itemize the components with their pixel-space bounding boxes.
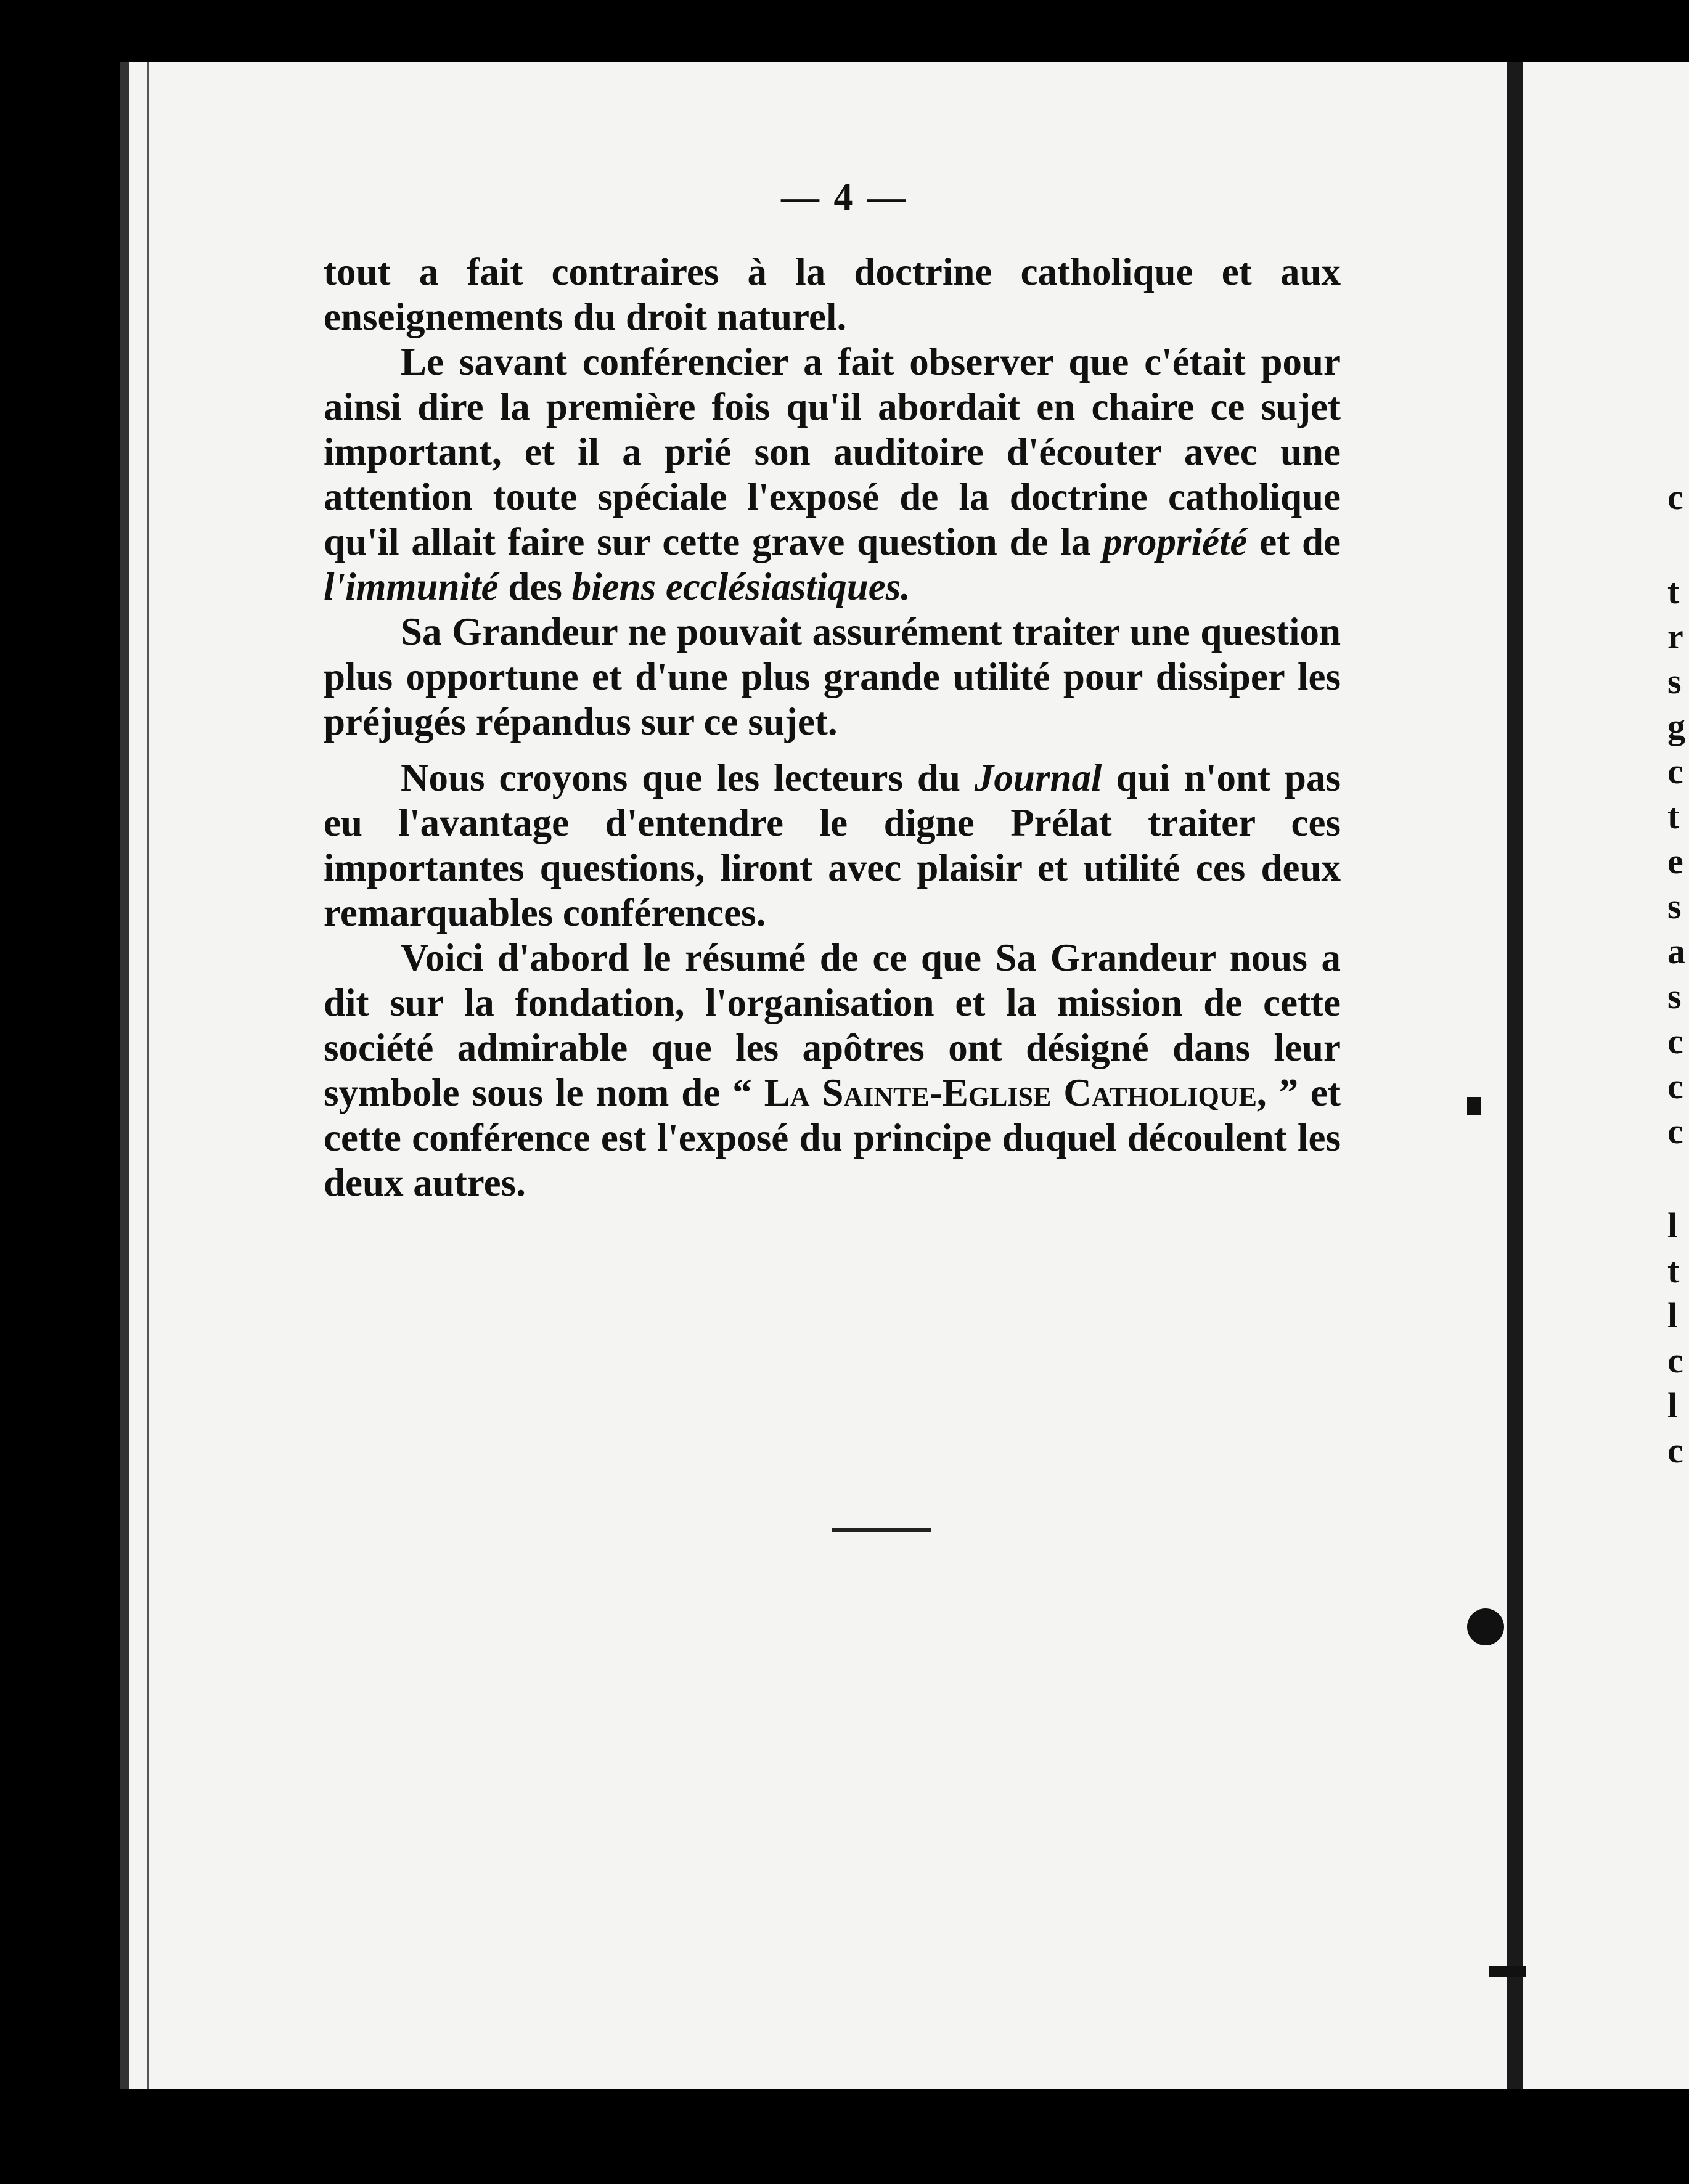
paragraph-3: Sa Grandeur ne pouvait assurément traiter une question plus opportune et d'une plus grande utilité pour dissiper les préjugés répandus sur ce sujet. (324, 610, 1341, 743)
paragraph-1: tout a fait contraires à la doctrine catholique et aux enseignements du droit naturel. (324, 250, 1341, 338)
emphasis-propriete: propriété (1103, 520, 1248, 563)
emphasis-immunite: l'immunité (324, 565, 499, 608)
ink-blot (1467, 1097, 1481, 1115)
paragraph-4: Nous croyons que les lecteurs du Journal qui n'ont pas eu l'avantage d'entendre le digne Prélat traiter ces importantes questions, liront avec plaisir et utilité ces deux remarquables conférences. (324, 756, 1341, 934)
main-text (324, 250, 1341, 1205)
right-page-fragments: c t r s g c t e s a s c c c l t l c l c (1667, 477, 1685, 1470)
page-number: — 4 — (781, 176, 908, 218)
ink-blot (1489, 1966, 1526, 1977)
emphasis-biens: biens ecclésiastiques. (571, 565, 911, 608)
book-gutter (1507, 62, 1523, 2089)
church-name: La Sainte-Eglise Catholique, (764, 1071, 1267, 1114)
section-divider (832, 1528, 931, 1532)
right-page (1523, 62, 1689, 2089)
ink-blot (1467, 1608, 1504, 1645)
paragraph-5: Voici d'abord le résumé de ce que Sa Grandeur nous a dit sur la fondation, l'organisation et la mission de cette société admirable que les apôtres ont désigné dans leur symbole sous le nom de “ La Sainte-Eglise Catholique, ” et cette conférence est l'exposé du principe duquel découlent les deux autres. (324, 936, 1341, 1204)
emphasis-journal: Journal (974, 756, 1102, 799)
paragraph-2: Le savant conférencier a fait observer que c'était pour ainsi dire la première fois qu'il abordait en chaire ce sujet important, et il a prié son auditoire d'écouter avec une attention toute spéciale l'exposé de la doctrine catholique qu'il allait faire sur cette grave question de la propriété et de l'immunité des biens ecclésiastiques. (324, 340, 1341, 608)
